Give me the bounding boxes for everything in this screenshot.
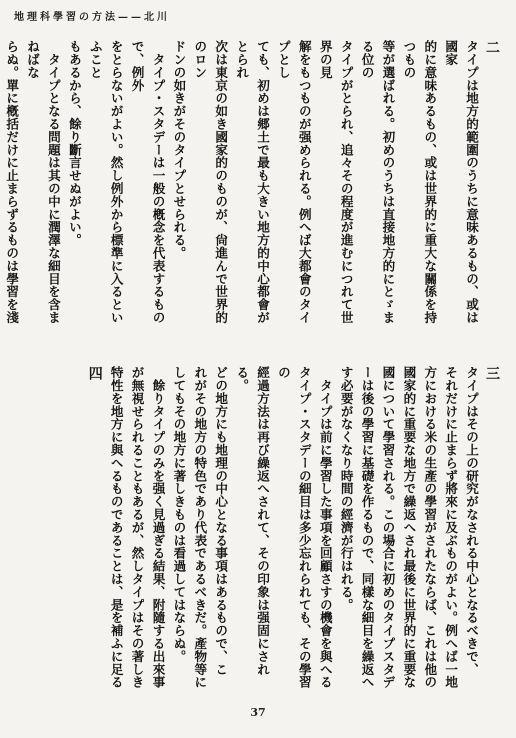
section-number-three: 三 (484, 366, 500, 381)
text-line: が無視せられることもあるが、然しタイプはその著しき (129, 366, 145, 689)
upper-text-block (4, 40, 502, 328)
text-line: ても、初めは郷土で最も大きい地方的中心都會がとられ (234, 40, 271, 324)
running-header-title: 地理科學習の方法——北川 (14, 11, 170, 23)
text-line: 等が選ばれる。初めのうちは直接地方的にとゞまる位の (359, 40, 396, 324)
section-number-four: 四 (86, 366, 103, 381)
text-line: してもその地方に著しきものは看過してはならぬ。 (171, 366, 187, 663)
text-line: タイプ・スタデーは一般の槪念を代表するもので、例外 (129, 40, 166, 324)
text-line: れがその地方の特色であり代表であるべきだ。產物等に (192, 366, 208, 689)
text-line: 國家的に重要な地方で繰返へされ最後に世界的に重要な (401, 366, 417, 689)
text-line: タイプとなる問題は其の中に潤澤な細目を含まねばな (25, 40, 61, 324)
text-line: 經過方法は再び繰返へされて、その印象は强固にされる。 (234, 366, 271, 676)
text-line: 國について學習される。この場合に初めのタイプスタデ (380, 366, 396, 689)
text-line: らぬ。單に槪括だけに止まらずるものは學習を淺 (4, 40, 20, 324)
text-line: それだけに止まらず將來に及ぶものがよい。例へば一地 (443, 366, 459, 689)
text-line: 特性を地方に與へるものであることは、是を補ふに足る (108, 366, 124, 689)
lower-text-block (42, 366, 502, 696)
text-line: タイプ・スタデーの細目は多少忘れられても、その學習の (275, 366, 312, 689)
text-line: タイプは地方的範圍のうちに意味あるもの、或は國家 (443, 40, 480, 324)
text-line: タイプは前に學習した事項を回顧さすの機會を與へる (317, 366, 333, 689)
text-line: どの地方にも地理の中心となる事項はあるもので、こ (213, 366, 229, 676)
running-header (14, 8, 494, 22)
text-line: タイプはその上の研究がなされる中心となるべきで、 (464, 366, 480, 676)
text-line: ーは後の學習に基礎を作るもので、同樣な細目を繰返へ (359, 366, 375, 689)
page-number: 37 (250, 706, 266, 719)
text-line: 餘りタイプのみを强く見過ぎる結果、附隨する出來事 (150, 366, 166, 689)
text-line: をとらないがよい。然し例外から標準に入るといふこと (87, 40, 124, 324)
text-line: もあるから、餘り斷言せぬがよい。 (66, 40, 82, 247)
text-line: 的に意味あるもの、或は世界的に重大な關係を持つもの (401, 40, 438, 324)
text-line: 次は東京の如き國家的のものが、尙進んで世界的のロン (192, 40, 229, 324)
text-line: す必要がなくなり時間の經濟が行はれる。 (338, 366, 354, 612)
section-number-two: 二 (484, 40, 500, 55)
text-line: 解をもつものが强められる。例へば大都會のタイプとし (275, 40, 312, 324)
text-line: 方における米の生產の學習がされたならば、これは他の (422, 366, 438, 689)
text-line: タイプがとられ、追々その程度が進むにつれて世界の見 (317, 40, 354, 324)
text-line: ドンの如きがそのタイプとせられる。 (171, 40, 187, 260)
